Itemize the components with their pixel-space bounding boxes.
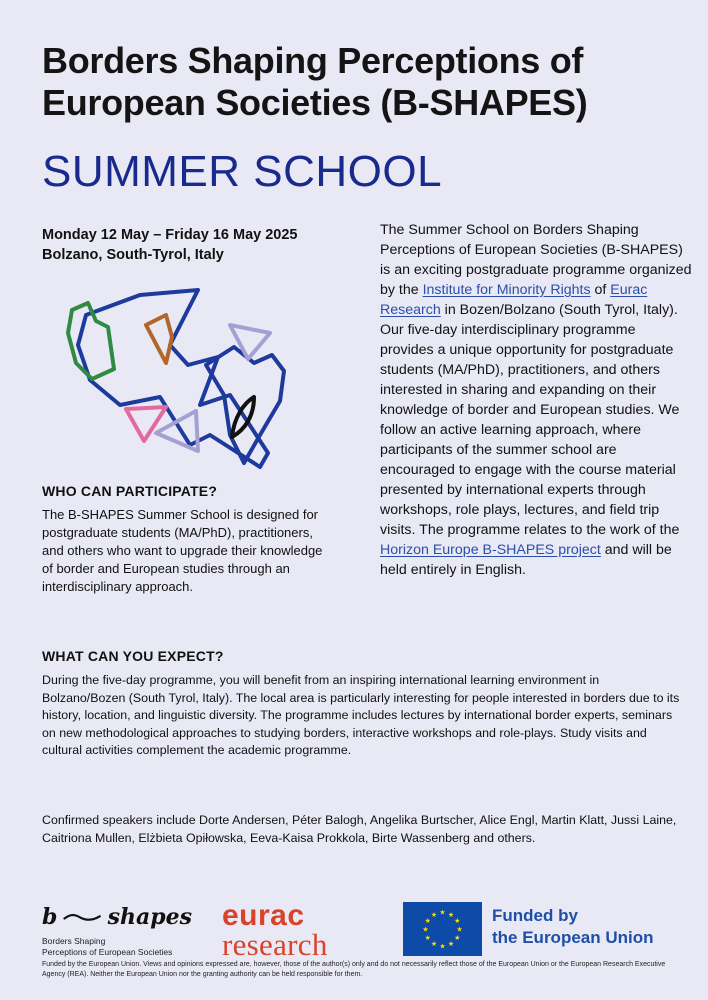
wave-icon bbox=[63, 910, 101, 924]
eurac-logo-line2: research bbox=[222, 927, 328, 962]
eurac-logo-line1: eurac bbox=[222, 899, 305, 932]
eu-funding-line2: the European Union bbox=[492, 928, 654, 947]
eu-star: ★ bbox=[430, 910, 438, 919]
event-location: Bolzano, South-Tyrol, Italy bbox=[42, 247, 224, 263]
intro-text-1: The Summer School on Borders Shaping Perceptions of European Societies (B-SHAPES) is an exciting postgraduate programme organized by the bbox=[380, 222, 692, 298]
lavender-triangle bbox=[230, 325, 270, 359]
intro-text-4: and will be held entirely in English. bbox=[380, 542, 672, 578]
page-subtitle: SUMMER SCHOOL bbox=[42, 147, 443, 196]
expect-heading: WHAT CAN YOU EXPECT? bbox=[42, 648, 224, 664]
eu-star: ★ bbox=[447, 940, 455, 949]
b-shapes-project-link[interactable]: Horizon Europe B-SHAPES project bbox=[380, 542, 601, 558]
event-dates: Monday 12 May – Friday 16 May 2025 bbox=[42, 227, 298, 243]
border-shapes-illustration bbox=[48, 285, 348, 475]
eu-star: ★ bbox=[424, 934, 431, 942]
eu-funding-text bbox=[492, 905, 654, 949]
footer-disclaimer: Funded by the European Union. Views and opinions expressed are, however, those of the author(s) only and do not necessarily reflect those of the European Union or the European Research Executive Agency (REA). Neither the European Union nor the granting authority can be held responsible for them. bbox=[42, 961, 666, 978]
page-title: Borders Shaping Perceptions of European Societies (B-SHAPES) bbox=[42, 40, 588, 123]
eu-star: ★ bbox=[454, 934, 461, 942]
b-shapes-wordmark bbox=[42, 904, 192, 930]
event-info bbox=[42, 225, 342, 265]
eu-funding-line1: Funded by bbox=[492, 906, 578, 925]
b-shapes-caption-line2: Perceptions of European Societies bbox=[42, 946, 173, 957]
eu-star: ★ bbox=[422, 925, 429, 934]
expect-text: During the five-day programme, you will benefit from an inspiring international learning environment in Bolzano/Bozen (South Tyrol, Italy). The local area is particularly interesting for people interested in borders due to its history, location, and linguistic diversity. The programme includes lectures by international border experts, seminars on new methodological approaches to studying borders, interactive workshops and role-plays. Study visits and cultural activities complement the academic programme. bbox=[42, 673, 680, 758]
institute-link[interactable]: Institute for Minority Rights bbox=[422, 282, 591, 298]
eu-star: ★ bbox=[424, 917, 431, 925]
intro-text-3: in Bozen/Bolzano (South Tyrol, Italy). Our five-day interdisciplinary programme provides a unique opportunity for postgraduate students (MA/PhD), practitioners, and others interested in sharing and expanding on their knowledge of border and European studies. We follow an active learning approach, where participants of the summer school are encouraged to engage with the course material presented by international experts through workshops, role plays, lectures, and field trip visits. The programme relates to the work of the bbox=[380, 302, 680, 538]
speakers-text: Confirmed speakers include Dorte Andersen, Péter Balogh, Angelika Burtscher, Alice Engl, Martin Klatt, Jussi Laine, Caitriona Mullen, Elżbieta Opiłowska, Eeva-Kaisa Prokkola, Birte Wassenberg and others. bbox=[42, 813, 677, 845]
brown-shape bbox=[146, 315, 172, 363]
eu-star: ★ bbox=[439, 908, 446, 917]
eu-star: ★ bbox=[447, 910, 455, 919]
b-shapes-word: shapes bbox=[107, 904, 192, 930]
green-shape bbox=[68, 303, 114, 379]
b-shapes-logo bbox=[42, 904, 192, 957]
eurac-research-logo bbox=[222, 899, 328, 962]
b-shapes-caption bbox=[42, 936, 192, 957]
b-shapes-caption-line1: Borders Shaping bbox=[42, 936, 106, 946]
eurac-research-link[interactable]: Eurac Research bbox=[380, 282, 648, 318]
eu-star: ★ bbox=[454, 917, 461, 925]
intro-text-2: of bbox=[590, 282, 611, 298]
b-shapes-b: b bbox=[42, 904, 58, 930]
eu-star: ★ bbox=[456, 925, 463, 934]
eu-flag-icon bbox=[403, 902, 482, 956]
intro-paragraph bbox=[380, 220, 692, 580]
eu-star: ★ bbox=[430, 940, 438, 949]
who-text: The B-SHAPES Summer School is designed for postgraduate students (MA/PhD), practitioners, and others who want to upgrade their knowledge of border and European studies through an interdisciplinary approach. bbox=[42, 507, 323, 594]
eu-star: ★ bbox=[439, 942, 446, 951]
who-heading: WHO CAN PARTICIPATE? bbox=[42, 483, 218, 499]
